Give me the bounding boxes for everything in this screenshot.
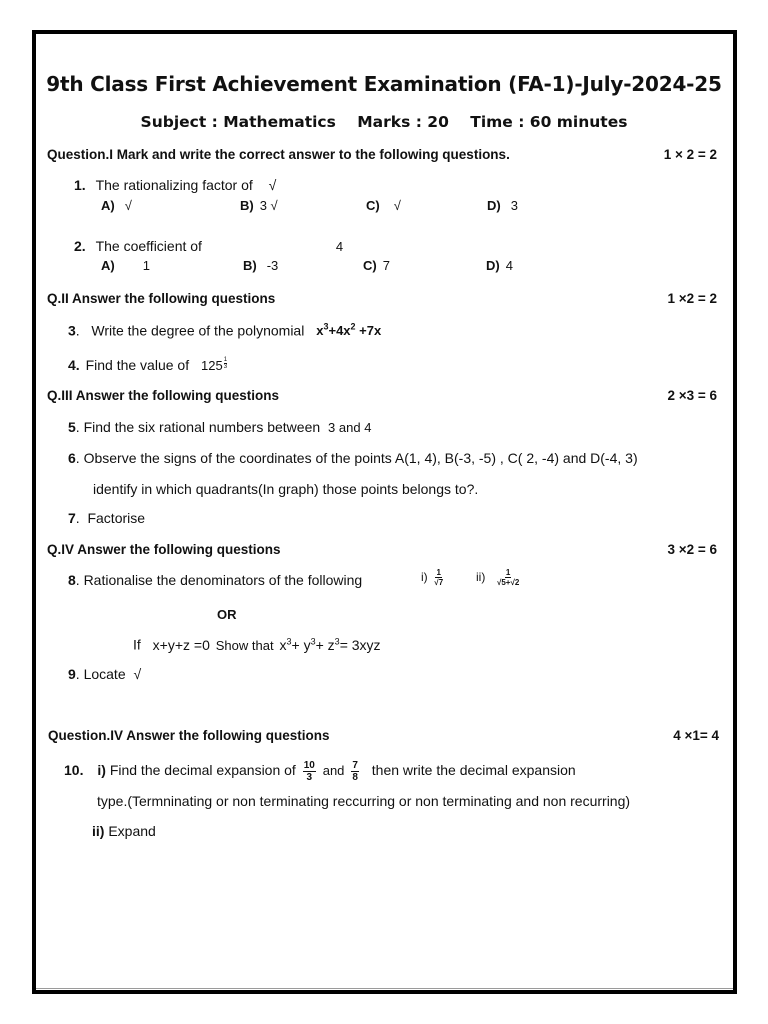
section-1-heading: Question.I Mark and write the correct answer to the following questions. [47,147,510,162]
option-label: B) [240,198,254,213]
question-number: 1. [74,177,86,193]
time-label: Time : 60 minutes [470,113,628,131]
section-4-heading: Q.IV Answer the following questions [47,542,281,557]
question-6 [68,450,638,466]
question-text: . Observe the signs of the coordinates of the points A(1, 4), B(-3, -5) , C( 2, -4) and D(-4, 3) [75,450,638,466]
question-number: 7 [68,510,76,526]
question-text: Expand [108,823,156,839]
polynomial-expr: $x^3+4x^2 +7x$ [316,322,382,339]
part-label: i) [421,569,428,584]
question-number: 10. [64,762,84,779]
power-expr: 125 $\frac{1}{3}$ [200,357,228,373]
identity-expr: $x^3+ y^3+ z^3= 3xyz$ [279,636,381,653]
q1-option-d[interactable] [487,198,518,213]
subject-label: Subject : Mathematics [140,113,336,131]
q2-option-d[interactable] [486,258,513,273]
question-10 [64,760,576,783]
q8-part-ii [476,568,522,587]
option-label: D) [487,198,501,213]
section-5-marks: 4 ×1= 4 [673,728,719,743]
question-number: 3 [68,322,76,339]
option-value: 3 [510,198,518,213]
option-value: √ [393,198,401,213]
option-label: D) [486,258,500,273]
if-label: If [133,636,141,653]
section-3-heading: Q.III Answer the following questions [47,388,280,403]
question-2 [74,238,343,254]
question-7 [68,510,145,526]
exam-info [0,113,768,131]
question-text: . Find the six rational numbers between [75,419,321,435]
condition: x+y+z =0 [152,636,210,653]
option-value: -3 [266,258,279,273]
option-value: 3 √ [259,198,278,213]
q8-part-i [421,568,446,587]
question-8 [68,572,362,588]
question-3 [68,322,381,338]
question-number: 8 [68,572,76,588]
question-expr: 3 and 4 [328,420,372,435]
option-label: A) [101,258,115,273]
question-text: . Factorise [75,510,146,526]
section-3-marks: 2 ×3 = 6 [667,388,717,403]
section-2-marks: 1 ×2 = 2 [667,291,717,306]
question-text-tail: then write the decimal expansion [371,762,576,779]
option-value: √ [124,198,132,213]
question-9 [68,666,141,682]
question-text: The coefficient of [95,238,202,254]
question-1 [74,177,276,193]
question-text: Find the value of [85,357,190,373]
sqrt-symbol: √ [133,666,142,682]
q8-alternative [133,636,381,653]
q1-option-a[interactable] [101,198,132,213]
question-number: 9 [68,666,76,682]
section-2-heading: Q.II Answer the following questions [47,291,276,306]
q2-option-c[interactable] [363,258,390,273]
question-5 [68,419,371,435]
question-text: . Locate [75,666,126,682]
question-10-line-2: type.(Termninating or non terminating reccurring or non terminating and non recurring) [97,793,631,809]
option-label: B) [243,258,257,273]
question-6-line-2: identify in which quadrants(In graph) those points belongs to?. [93,481,479,497]
fraction: $\frac{1}{√7}$ [434,568,444,587]
or-label: OR [217,607,237,622]
section-5-heading: Question.IV Answer the following questions [48,728,330,743]
option-value: 1 [142,258,150,273]
question-expr: 4 [335,239,344,254]
and-label: and [322,763,345,779]
fraction: $\frac{1}{√5+√2}$ [496,568,520,587]
option-value: 7 [382,258,390,273]
sqrt-symbol: √ [268,177,277,193]
question-10-part-ii [92,823,156,839]
show-that-label: Show that [215,637,274,653]
section-1-marks: 1 × 2 = 2 [663,147,717,162]
question-text: . Rationalise the denominators of the following [75,572,363,588]
border-inner-line [36,988,733,989]
part-label: ii) [476,569,486,584]
option-value: 4 [505,258,513,273]
question-text: Find the decimal expansion of [109,762,296,779]
question-text: . Write the degree of the polynomial [75,322,305,339]
question-4 [68,357,227,373]
question-number: 6 [68,450,76,466]
option-label: A) [101,198,115,213]
section-4-marks: 3 ×2 = 6 [667,542,717,557]
part-label: ii) [92,823,105,839]
question-text: The rationalizing factor of [95,177,253,193]
option-label: C) [366,198,380,213]
q1-option-b[interactable] [240,198,278,213]
fraction-10-3: $\frac{10}{3}$ [303,760,315,783]
question-number: 4. [68,357,80,373]
q2-option-a[interactable] [101,258,150,273]
option-label: C) [363,258,377,273]
question-number: 5 [68,419,76,435]
marks-label: Marks : 20 [357,113,449,131]
exam-title: 9th Class First Achievement Examination (FA-1)-July-2024-25 [46,72,722,96]
q1-option-c[interactable] [366,198,401,213]
fraction-7-8: $\frac{7}{8}$ [352,760,358,783]
part-label: i) [97,762,106,779]
question-number: 2. [74,238,86,254]
q2-option-b[interactable] [243,258,278,273]
